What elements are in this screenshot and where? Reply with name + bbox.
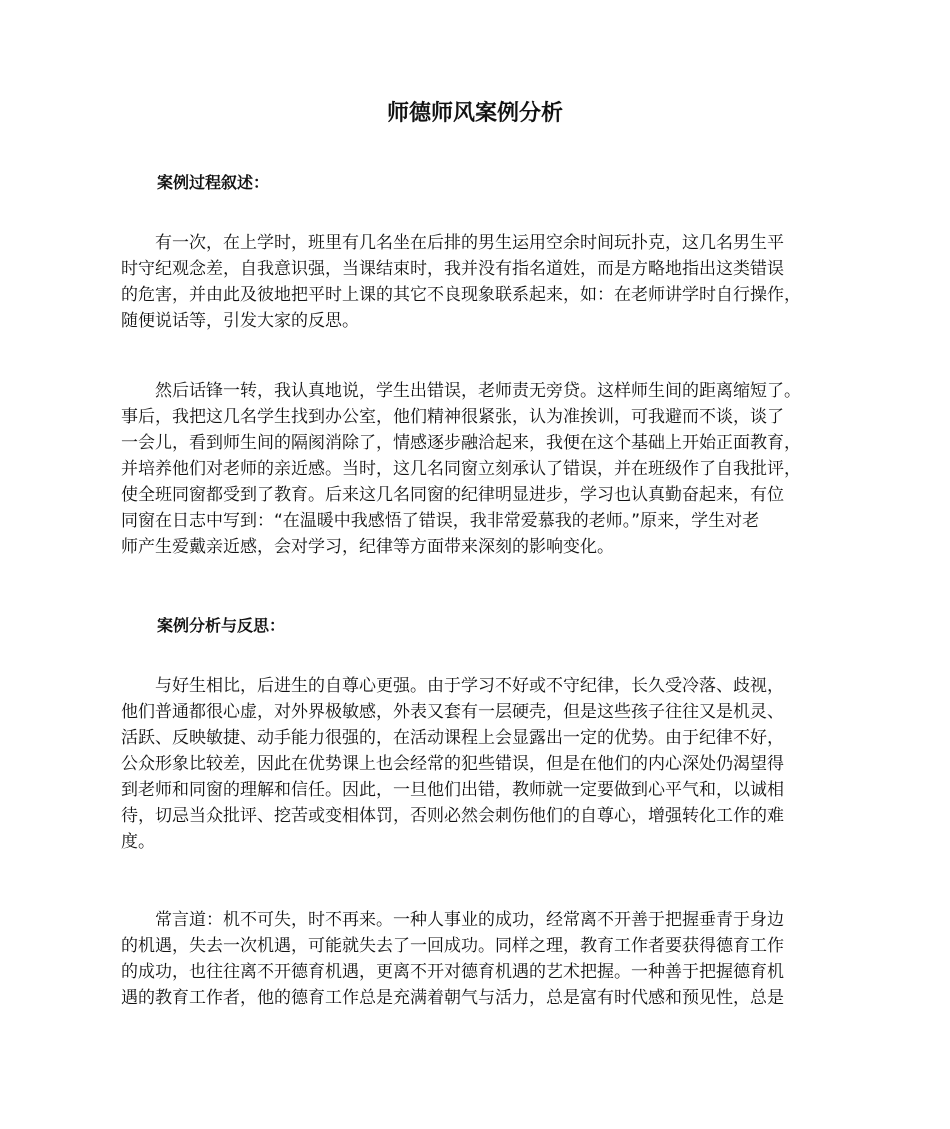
text-line: 度。 <box>121 832 155 852</box>
text-line: 并培养他们对老师的亲近感。当时，这几名同窗立刻承认了错误，并在班级作了自我批评， <box>121 459 801 479</box>
text-line: 时守纪观念差，自我意识强，当课结束时，我并没有指名道姓，而是方略地指出这类错误 <box>121 259 784 279</box>
paragraph <box>121 907 836 1011</box>
text-line: 使全班同窗都受到了教育。后来这几名同窗的纪律明显进步，学习也认真勤奋起来，有位 <box>121 485 784 505</box>
text-line: 他们普通都很心虚，对外界极敏感，外表又套有一层硬壳，但是这些孩子往往又是机灵、 <box>121 702 784 722</box>
text-line: 随便说话等，引发大家的反思。 <box>121 311 359 331</box>
text-line: 有一次，在上学时，班里有几名坐在后排的男生运用空余时间玩扑克，这几名男生平 <box>121 233 784 253</box>
text-line: 待，切忌当众批评、挖苦或变相体罚，否则必然会刺伤他们的自尊心，增强转化工作的难 <box>121 806 784 826</box>
text-line: 公众形象比较差，因此在优势课上也会经常的犯些错误，但是在他们的内心深处仍渴望得 <box>121 754 784 774</box>
text-line: 同窗在日志中写到：“在温暖中我感悟了错误，我非常爱慕我的老师。”原来，学生对老 <box>121 511 760 531</box>
text-line: 一会儿，看到师生间的隔阂消除了，情感逐步融洽起来，我便在这个基础上开始正面教育， <box>121 433 801 453</box>
paragraph <box>121 230 836 334</box>
paragraph <box>121 378 836 560</box>
section-heading-analysis: 案例分析与反思： <box>157 616 286 635</box>
text-line: 遇的教育工作者，他的德育工作总是充满着朝气与活力，总是富有时代感和预见性，总是 <box>121 988 784 1008</box>
text-line: 活跃、反映敏捷、动手能力很强的，在活动课程上会显露出一定的优势。由于纪律不好， <box>121 728 784 748</box>
text-line: 师产生爱戴亲近感，会对学习，纪律等方面带来深刻的影响变化。 <box>121 537 614 557</box>
text-line: 的机遇，失去一次机遇，可能就失去了一回成功。同样之理，教育工作者要获得德育工作 <box>121 936 784 956</box>
text-line: 事后，我把这几名学生找到办公室，他们精神很紧张，认为准挨训，可我避而不谈，谈了 <box>121 407 784 427</box>
section-heading-process: 案例过程叙述： <box>157 173 270 192</box>
text-line: 与好生相比，后进生的自尊心更强。由于学习不好或不守纪律，长久受冷落、歧视， <box>121 676 784 696</box>
text-line: 常言道：机不可失，时不再来。一种人事业的成功，经常离不开善于把握垂青于身边 <box>121 910 784 930</box>
text-line: 的成功，也往往离不开德育机遇，更离不开对德育机遇的艺术把握。一种善于把握德育机 <box>121 962 784 982</box>
paragraph <box>121 673 836 855</box>
document-title: 师德师风案例分析 <box>386 101 563 126</box>
text-line: 然后话锋一转，我认真地说，学生出错误，老师责无旁贷。这样师生间的距离缩短了。 <box>121 381 801 401</box>
text-line: 的危害，并由此及彼地把平时上课的其它不良现象联系起来，如：在老师讲学时自行操作， <box>121 285 801 305</box>
text-line: 到老师和同窗的理解和信任。因此，一旦他们出错，教师就一定要做到心平气和，以诚相 <box>121 780 784 800</box>
